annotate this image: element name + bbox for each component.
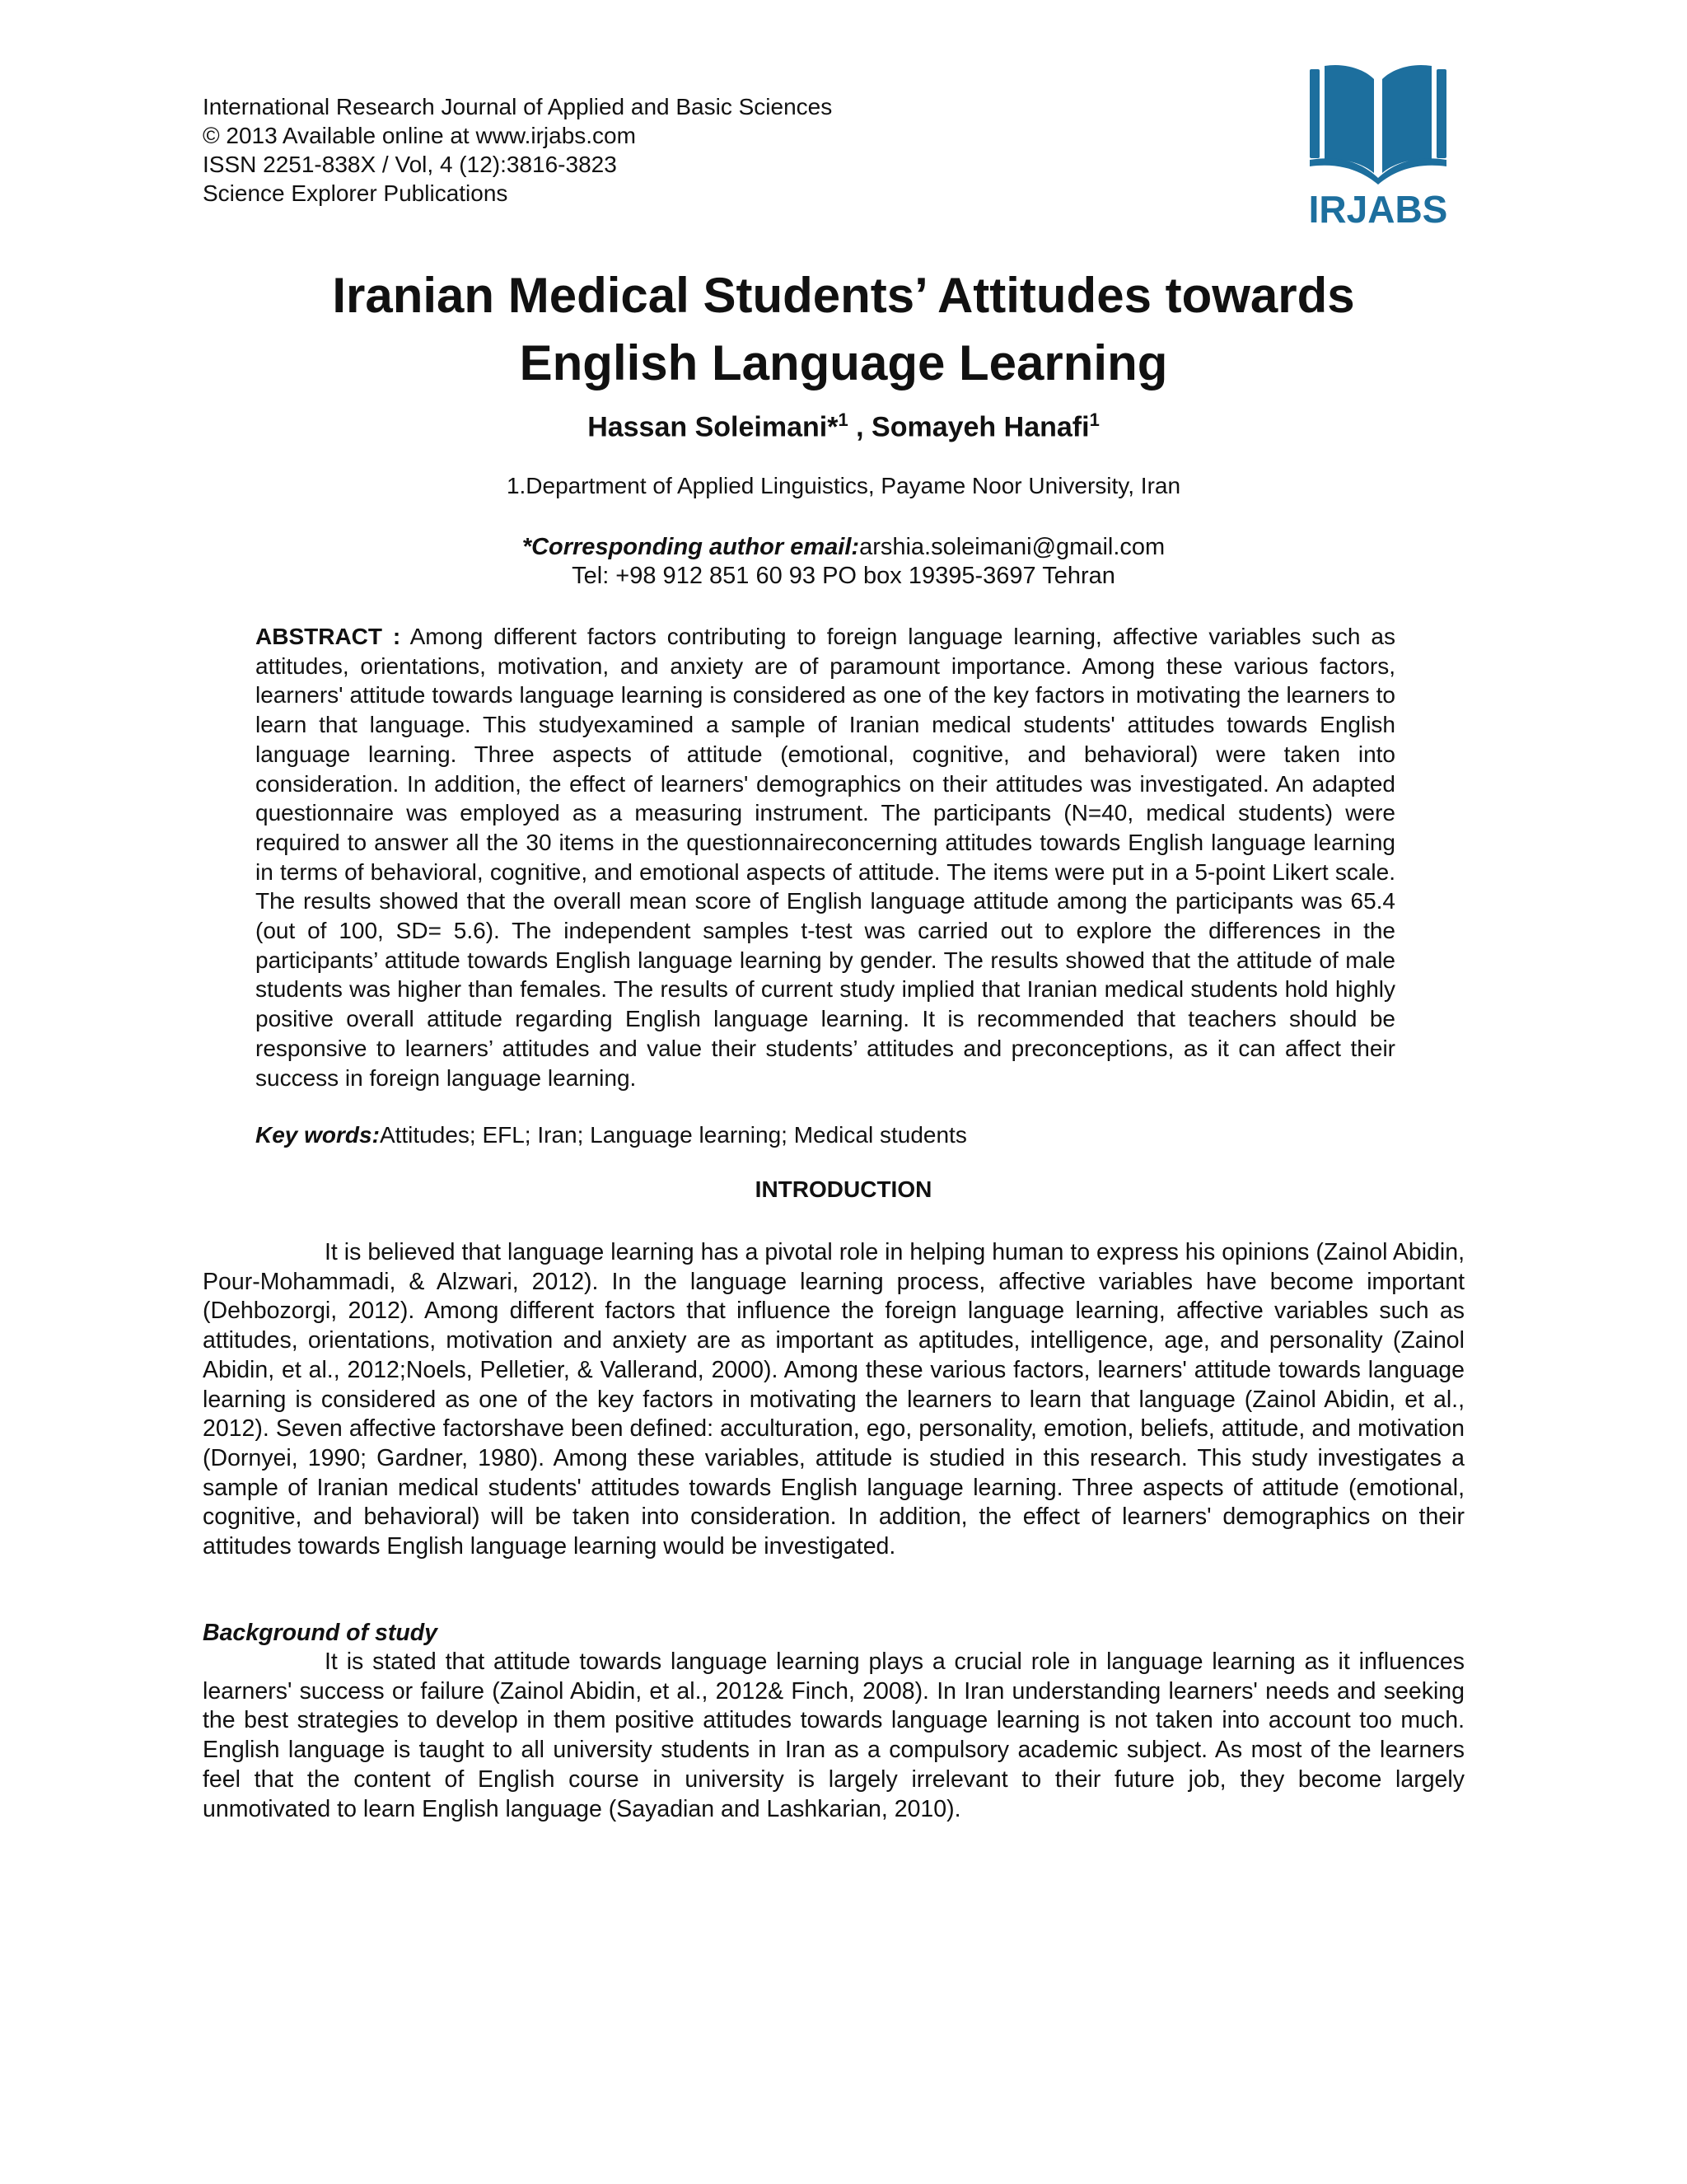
corresponding-label: *Corresponding author email:: [521, 534, 860, 560]
correspondence: [0, 533, 1687, 591]
paper-title: [0, 262, 1687, 397]
introduction-heading: INTRODUCTION: [755, 1176, 932, 1202]
journal-info: [203, 92, 832, 208]
background-paragraph: It is stated that attitude towards language learning plays a crucial role in language learning as it influences learners' success or failure (Zainol Abidin, et al., 2012& Finch, 2008). In Iran understanding learners' needs and seeking the best strategies to develop in them positive attitudes towards language learning is not taken into account too much. English language is taught to all university students in Iran as a compulsory academic subject. As most of the learners feel that the content of English course in university is largely irrelevant to their future job, they become largely unmotivated to learn English language (Sayadian and Lashkarian, 2010).: [203, 1649, 1465, 1822]
author-1-affil: 1: [838, 409, 848, 430]
keywords-label: Key words:: [255, 1122, 380, 1148]
publisher-line: Science Explorer Publications: [203, 180, 508, 206]
authors: [0, 409, 1687, 443]
journal-name: International Research Journal of Applied and Basic Sciences: [203, 94, 833, 119]
abstract-label: ABSTRACT :: [255, 624, 401, 649]
title-line-2: English Language Learning: [519, 335, 1168, 391]
telephone-line: Tel: +98 912 851 60 93 PO box 19395-3697 Tehran: [572, 563, 1115, 589]
author-2: Somayeh Hanafi: [872, 411, 1090, 443]
abstract: [255, 622, 1402, 1092]
keywords: [255, 1120, 1395, 1149]
abstract-text: Among different factors contributing to foreign language learning, affective variables such as attitudes, orientations, motivation, and anxiety are of paramount importance. Among these various factors, learners' attitude towards language learning is considered as one of the key factors in motivating the learners to learn that language. This studyexamined a sample of Iranian medical students' attitudes towards English language learning. Three aspects of attitude (emotional, cognitive, and behavioral) were taken into consideration. In addition, the effect of learners' demographics on their attitudes was investigated. An adapted questionnaire was employed as a measuring instrument. The participants (N=40, medical students) were required to answer all the 30 items in the questionnaireconcerning attitudes towards English language learning in terms of behavioral, cognitive, and emotional aspects of attitude. The items were put in a 5-point Likert scale. The results showed that the overall mean score of English language attitude among the participants was 65.4 (out of 100, SD= 5.6). The independent samples t-test was carried out to explore the differences in the participants’ attitude towards English language learning by gender. The results showed that the attitude of male students was higher than females. The results of current study implied that Iranian medical students hold highly positive overall attitude regarding English language learning. It is recommended that teachers should be responsive to learners’ attitudes and value their students’ attitudes and preconceptions, as it can affect their success in foreign language learning.: [255, 624, 1402, 1091]
affiliation: 1.Department of Applied Linguistics, Payame Noor University, Iran: [506, 473, 1181, 498]
journal-logo: [1292, 58, 1465, 231]
logo-wordmark: IRJABS: [1308, 188, 1448, 231]
copyright-line: © 2013 Available online at www.irjabs.com: [203, 123, 636, 148]
author-2-affil: 1: [1089, 409, 1100, 430]
introduction-paragraph: It is believed that language learning has a pivotal role in helping human to express his opinions (Zainol Abidin, Pour-Mohammadi, & Alzwari, 2012). In the language learning process, affective variables have become important (Dehbozorgi, 2012). Among different factors that influence the foreign language learning, affective variables such as attitudes, orientations, motivation and anxiety are as important as aptitudes, intelligence, age, and personality (Zainol Abidin, et al., 2012;Noels, Pelletier, & Vallerand, 2000). Among these various factors, learners' attitude towards language learning is considered as one of the key factors in motivating the learners to learn that language (Zainol Abidin, et al., 2012). Seven affective factorshave been defined: acculturation, ego, personality, emotion, beliefs, attitude, and motivation (Dornyei, 1990; Gardner, 1980). Among these variables, attitude is studied in this research. This study investigates a sample of Iranian medical students' attitudes towards English language learning. Three aspects of attitude (emotional, cognitive, and behavioral) will be taken into consideration. In addition, the effect of learners' demographics on their attitudes towards English language learning would be investigated.: [203, 1239, 1465, 1560]
title-line-1: Iranian Medical Students’ Attitudes towards: [332, 268, 1355, 323]
author-1: Hassan Soleimani*: [587, 411, 839, 443]
issn-line: ISSN 2251-838X / Vol, 4 (12):3816-3823: [203, 152, 617, 177]
book-icon: [1310, 65, 1446, 185]
keywords-text: Attitudes; EFL; Iran; Language learning; Medical students: [379, 1122, 967, 1148]
author-separator: ,: [848, 411, 872, 443]
background-heading: Background of study: [203, 1620, 438, 1646]
corresponding-email: arshia.soleimani@gmail.com: [859, 534, 1166, 560]
